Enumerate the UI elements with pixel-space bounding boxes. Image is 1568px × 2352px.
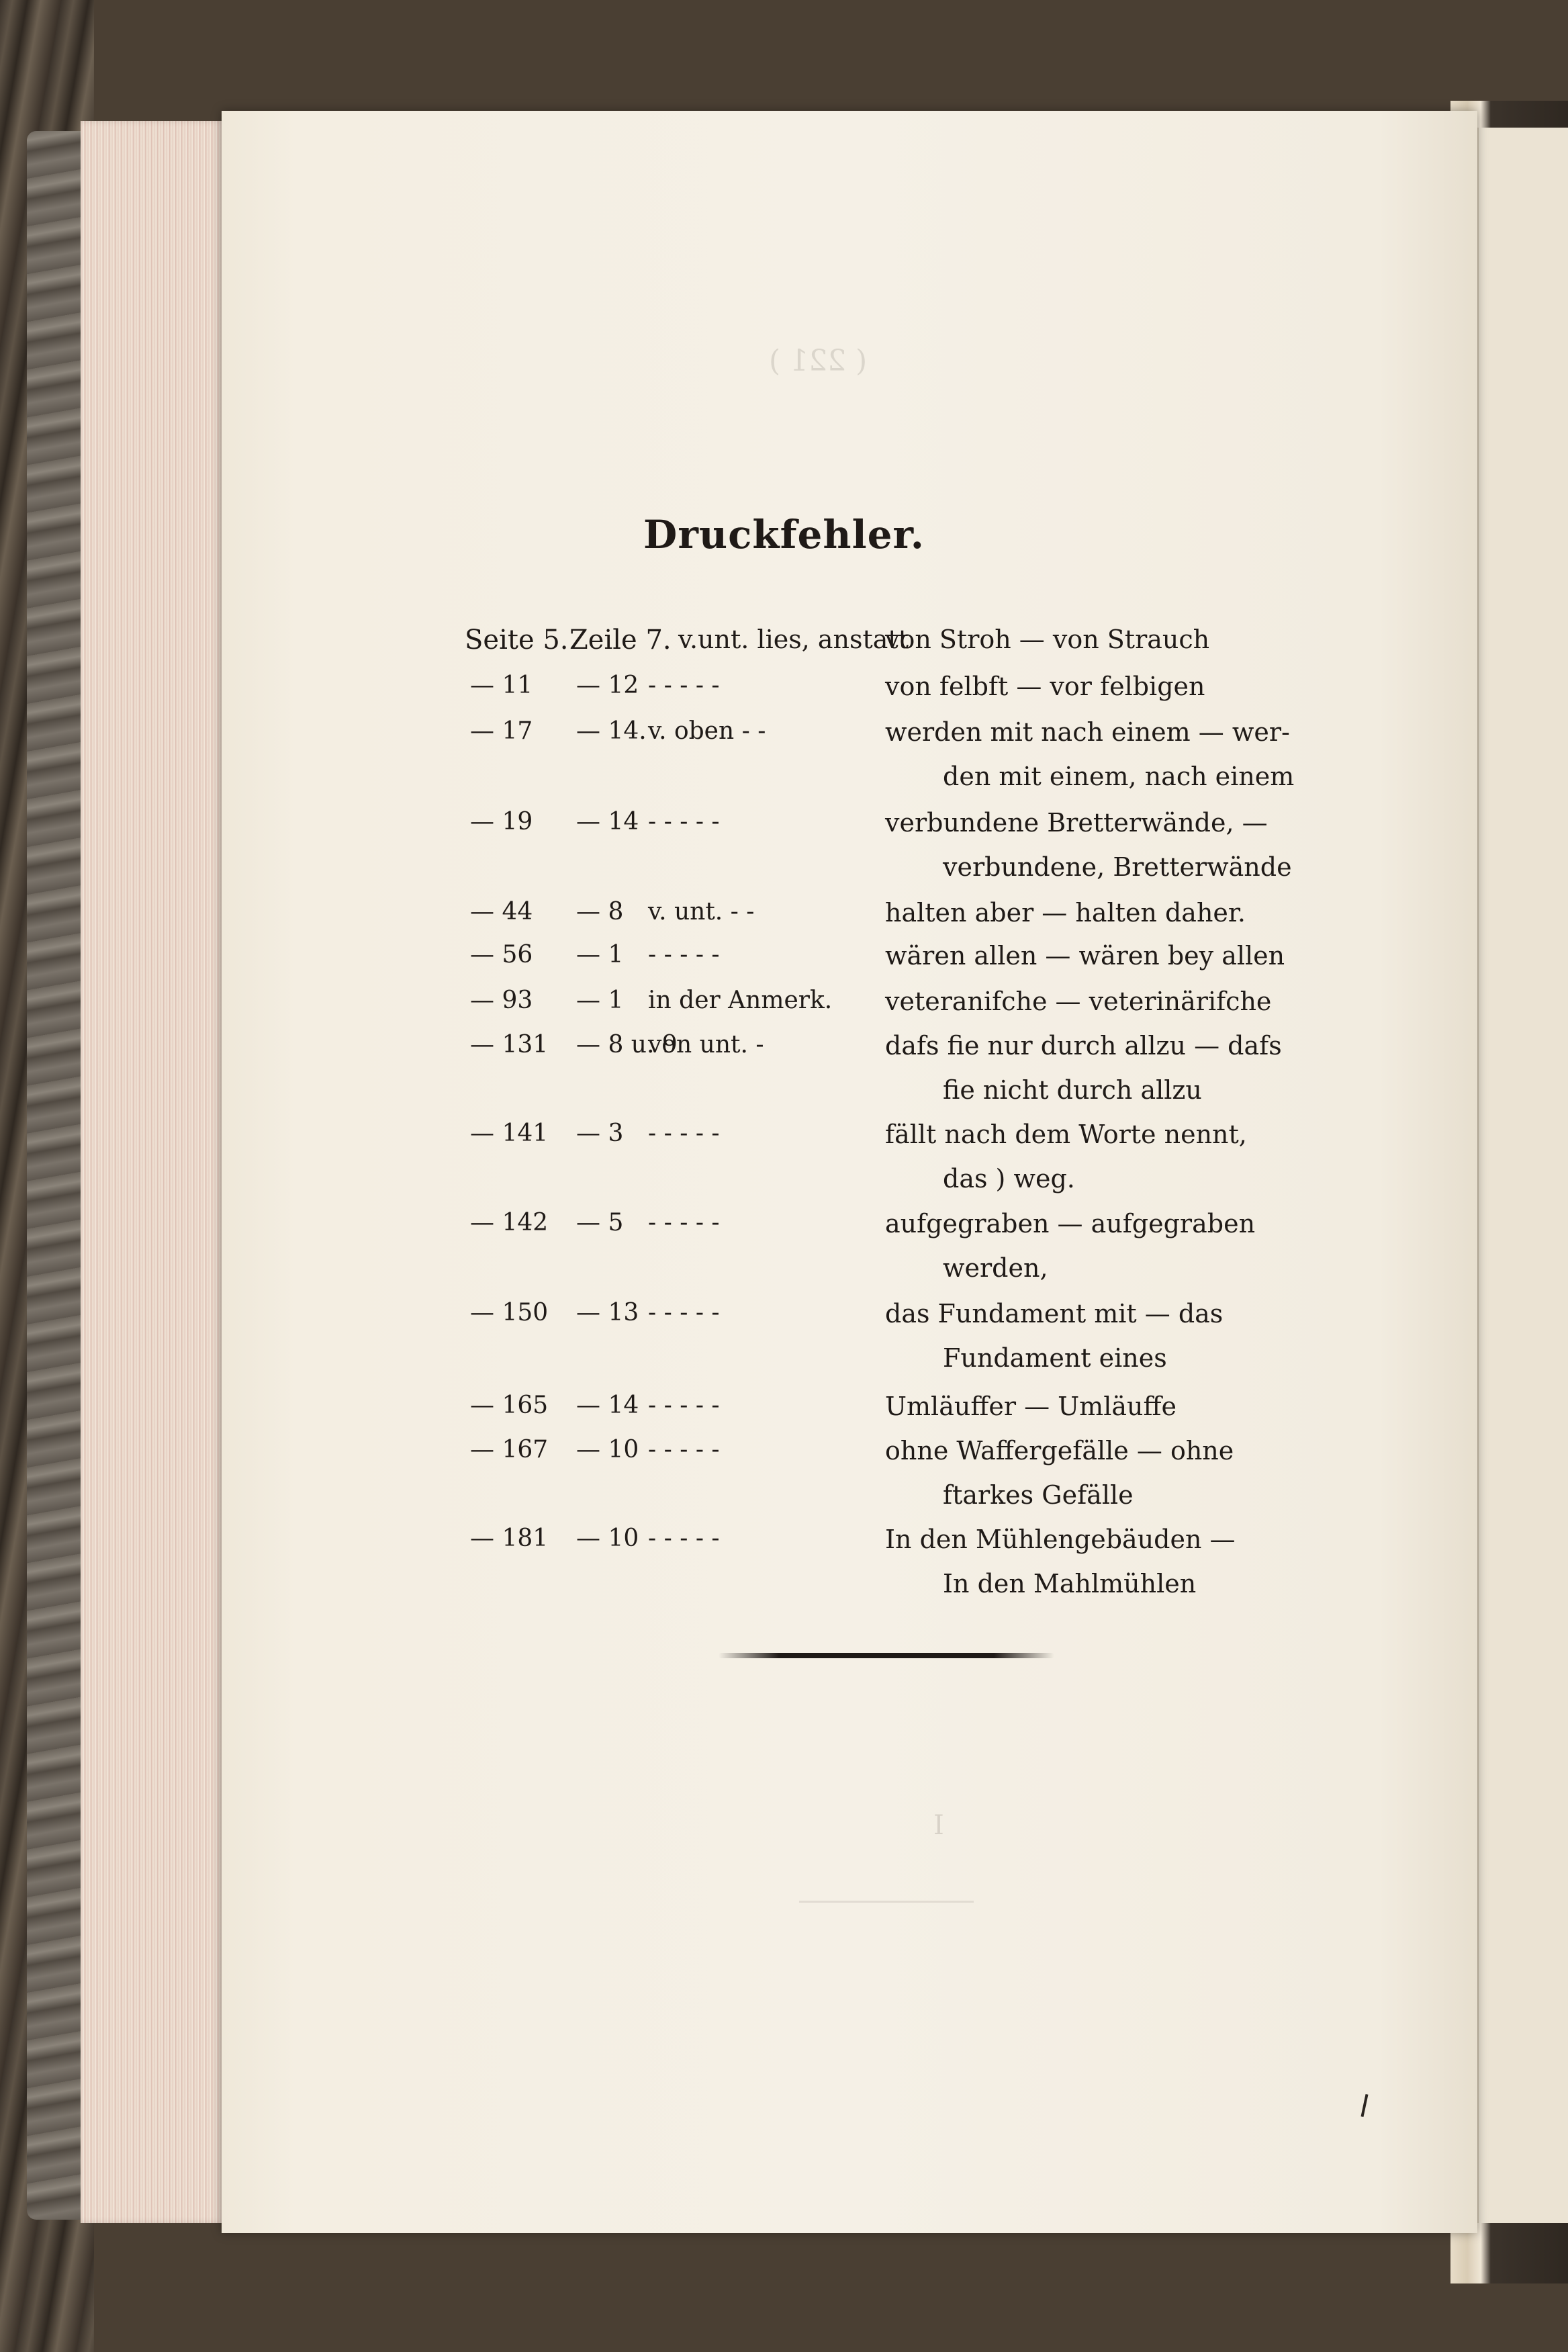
errata-correction: wären allen — wären bey allen xyxy=(885,941,1285,970)
errata-line-ref: — 8 u. 9 xyxy=(576,1031,678,1058)
errata-correction: von Stroh — von Strauch xyxy=(885,625,1210,654)
errata-page-ref: — 11 xyxy=(470,672,533,699)
errata-correction: aufgegraben — aufgegraben xyxy=(885,1209,1256,1238)
errata-correction: Umläuffer — Umläuffe xyxy=(885,1392,1177,1421)
errata-page-ref: — 150 xyxy=(470,1299,549,1326)
errata-position: v. oben - - xyxy=(648,717,766,745)
errata-page-ref: — 165 xyxy=(470,1392,549,1419)
errata-position: - - - - - xyxy=(648,1299,720,1326)
errata-correction-continued: fie nicht durch allzu xyxy=(943,1075,1202,1105)
errata-correction-continued: das ) weg. xyxy=(943,1164,1075,1193)
errata-page-ref: — 44 xyxy=(470,898,533,925)
errata-position: - - - - - xyxy=(648,941,720,968)
book-page xyxy=(222,111,1477,2233)
errata-position: - - - - - xyxy=(648,672,720,699)
errata-correction: halten aber — halten daher. xyxy=(885,898,1246,928)
errata-line-ref: — 1 xyxy=(576,941,624,968)
errata-page-ref: — 141 xyxy=(470,1120,549,1147)
bleed-through-signature: I xyxy=(933,1810,944,1841)
errata-line-ref: — 10 xyxy=(576,1525,639,1552)
errata-line-ref: — 13 xyxy=(576,1299,639,1326)
closing-ornamental-rule xyxy=(719,1653,1054,1658)
errata-correction: fällt nach dem Worte nennt, xyxy=(885,1120,1247,1149)
errata-correction-continued: den mit einem, nach einem xyxy=(943,762,1295,791)
errata-position: - - - - - xyxy=(648,1120,720,1147)
errata-position: v. unt. - - xyxy=(648,898,755,925)
errata-correction: veteranifche — veterinärifche xyxy=(885,987,1272,1016)
errata-page-ref: — 181 xyxy=(470,1525,549,1552)
errata-correction-continued: ftarkes Gefälle xyxy=(943,1480,1134,1510)
errata-page-ref: — 142 xyxy=(470,1209,549,1236)
facing-page-edge xyxy=(1477,128,1568,2223)
errata-line-ref: — 5 xyxy=(576,1209,624,1236)
errata-correction: verbundene Bretterwände, — xyxy=(885,808,1268,838)
errata-line-ref: — 14 xyxy=(576,1392,639,1419)
errata-page-ref: — 17 xyxy=(470,717,533,745)
errata-correction: ohne Waffergefälle — ohne xyxy=(885,1436,1234,1465)
errata-line-ref: — 3 xyxy=(576,1120,624,1147)
page-block-edges xyxy=(81,121,225,2223)
errata-page-ref: — 56 xyxy=(470,941,533,968)
errata-position: von unt. - xyxy=(648,1031,764,1058)
errata-line-ref: — 8 xyxy=(576,898,624,925)
errata-page-ref: Seite 5. xyxy=(465,625,569,655)
errata-correction-continued: In den Mahlmühlen xyxy=(943,1569,1197,1598)
errata-page-ref: — 167 xyxy=(470,1436,549,1463)
errata-correction: dafs fie nur durch allzu — dafs xyxy=(885,1031,1282,1060)
errata-line-ref: — 14 xyxy=(576,808,639,835)
errata-position: - - - - - xyxy=(648,808,720,835)
errata-correction-continued: verbundene, Bretterwände xyxy=(943,852,1292,882)
page-title: Druckfehler. xyxy=(643,512,925,557)
errata-position: - - - - - xyxy=(648,1209,720,1236)
errata-line-ref: — 12 xyxy=(576,672,639,699)
errata-page-ref: — 19 xyxy=(470,808,533,835)
errata-line-ref: — 1 xyxy=(576,987,624,1014)
errata-correction: das Fundament mit — das xyxy=(885,1299,1224,1328)
errata-line-ref: — 10 xyxy=(576,1436,639,1463)
errata-position: - - - - - xyxy=(648,1392,720,1419)
errata-line-ref: Zeile 7. xyxy=(569,625,672,655)
errata-position: - - - - - xyxy=(648,1436,720,1463)
errata-correction: werden mit nach einem — wer- xyxy=(885,717,1290,747)
errata-correction-continued: werden, xyxy=(943,1253,1048,1283)
errata-position: - - - - - xyxy=(648,1525,720,1552)
errata-position: v.unt. lies, anstatt xyxy=(678,625,909,654)
errata-page-ref: — 93 xyxy=(470,987,533,1014)
errata-position: in der Anmerk. xyxy=(648,987,833,1014)
errata-correction: von felbft — vor felbigen xyxy=(885,672,1205,701)
bleed-through-rule xyxy=(799,1901,974,1903)
errata-line-ref: — 14. xyxy=(576,717,647,745)
errata-page-ref: — 131 xyxy=(470,1031,549,1058)
errata-correction: In den Mühlengebäuden — xyxy=(885,1525,1236,1554)
errata-correction-continued: Fundament eines xyxy=(943,1343,1167,1373)
